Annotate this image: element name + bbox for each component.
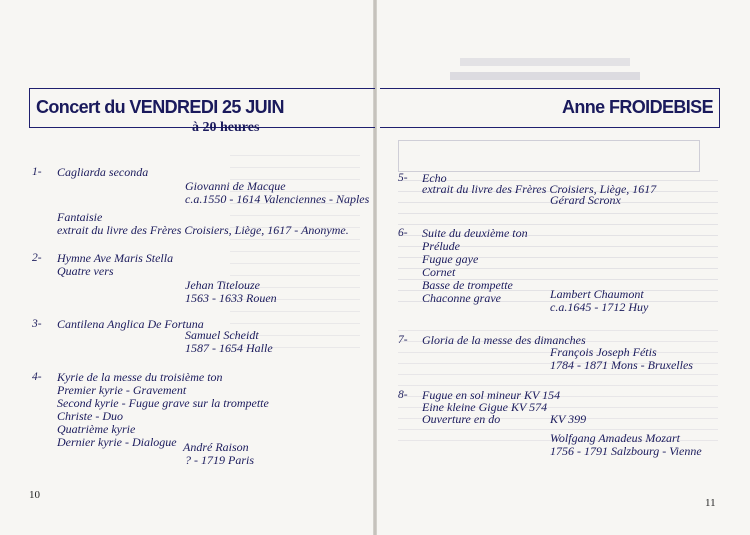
work-subtitle: Quatre vers (57, 264, 114, 278)
composer-name: Wolfgang Amadeus Mozart (550, 431, 681, 445)
work-title: Echo (422, 171, 447, 185)
movement: Fugue gaye (422, 252, 479, 266)
performer-name: Anne FROIDEBISE (561, 97, 713, 117)
work-title: Hymne Ave Maris Stella (57, 251, 174, 265)
work-title: Eine kleine Gigue KV 574 (422, 400, 548, 414)
composer-name: Giovanni de Macque (185, 179, 286, 193)
composer-dates: 1587 - 1654 Halle (185, 341, 273, 355)
page-number-right: 11 (705, 497, 716, 509)
movement: Prélude (422, 239, 460, 253)
composer-dates: 1563 - 1633 Rouen (185, 291, 277, 305)
composer-dates: 1784 - 1871 Mons - Bruxelles (550, 358, 693, 372)
composer-name: André Raison (183, 440, 249, 454)
movement: Premier kyrie - Gravement (57, 383, 187, 397)
composer-name: François Joseph Fétis (550, 345, 657, 359)
composer-dates: c.a.1645 - 1712 Huy (550, 300, 649, 314)
work-title: Gloria de la messe des dimanches (422, 333, 586, 347)
movement: Basse de trompette (422, 278, 513, 292)
page-number-left: 10 (29, 489, 40, 501)
composer-dates: ? - 1719 Paris (185, 453, 254, 467)
composer-name: Gérard Scronx (550, 193, 621, 207)
work-title: Kyrie de la messe du troisième ton (57, 370, 223, 384)
movement: Dernier kyrie - Dialogue (57, 435, 177, 449)
movement: Cornet (422, 265, 456, 279)
movement: Second kyrie - Fugue grave sur la trompette (57, 396, 269, 410)
work-title: Cagliarda seconda (57, 165, 149, 179)
composer-dates: c.a.1550 - 1614 Valenciennes - Naples (185, 192, 370, 206)
movement: Christe - Duo (57, 409, 123, 423)
work-title: Ouverture en do (422, 412, 501, 426)
catalog-number: KV 399 (550, 412, 587, 426)
composer-name: Jehan Titelouze (185, 278, 260, 292)
right-title-box (380, 88, 720, 128)
work-title: Cantilena Anglica De Fortuna (57, 317, 204, 331)
work-title: Fantaisie (57, 210, 103, 224)
movement: Chaconne grave (422, 291, 501, 305)
work-description: extrait du livre des Frères Croisiers, Liège, 1617 - Anonyme. (57, 223, 349, 237)
work-description: extrait du livre des Frères Croisiers, Liège, 1617 (422, 182, 657, 196)
page-subtitle: à 20 heures (192, 120, 260, 135)
composer-dates: 1756 - 1791 Salzbourg - Vienne (550, 444, 702, 458)
movement: Quatrième kyrie (57, 422, 136, 436)
work-title: Suite du deuxième ton (422, 226, 528, 240)
composer-name: Samuel Scheidt (185, 328, 259, 342)
composer-name: Lambert Chaumont (550, 287, 644, 301)
page-title: Concert du VENDREDI 25 JUIN (36, 97, 284, 117)
work-title: Fugue en sol mineur KV 154 (422, 388, 561, 402)
